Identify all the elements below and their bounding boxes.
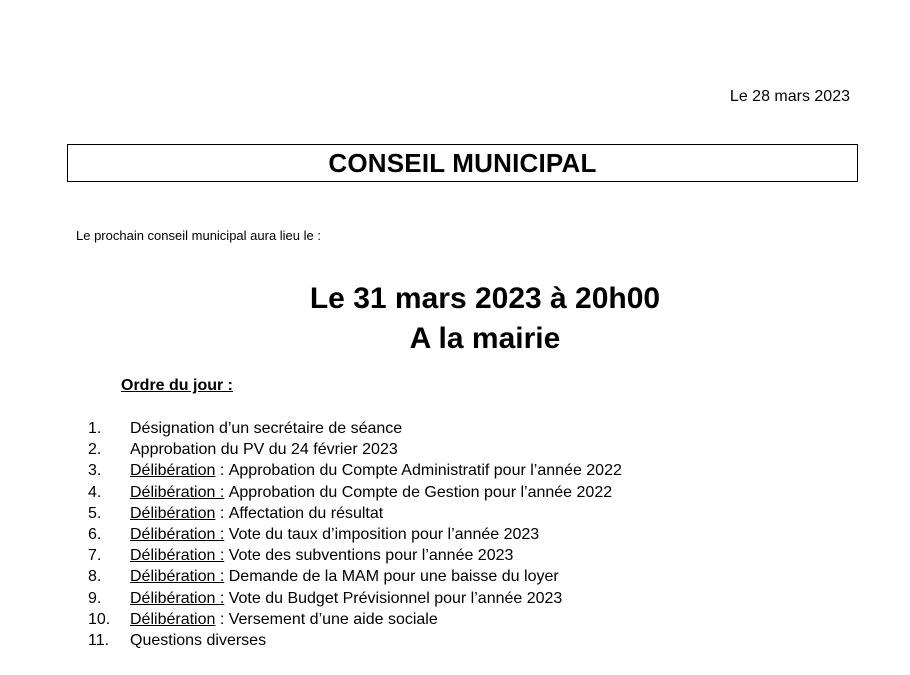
title-box bbox=[67, 144, 858, 182]
agenda-item-separator: : bbox=[215, 504, 229, 522]
agenda-item-text: Vote du Budget Prévisionnel pour l’année 2023 bbox=[228, 589, 563, 607]
agenda-item-number: 11. bbox=[88, 631, 110, 649]
agenda-item-prefix: Délibération : bbox=[130, 568, 225, 586]
agenda-item-text: Vote du taux d’imposition pour l’année 2023 bbox=[228, 525, 540, 543]
agenda-item-number: 1. bbox=[88, 420, 102, 437]
agenda-item bbox=[88, 418, 622, 439]
agenda-item bbox=[88, 588, 622, 609]
agenda-item-number: 8. bbox=[88, 568, 102, 586]
meeting-datetime: Le 31 mars 2023 à 20h00 bbox=[309, 282, 661, 315]
agenda-item bbox=[88, 439, 622, 460]
agenda-item-text: Versement d’une aide sociale bbox=[228, 610, 438, 628]
agenda-item-number: 2. bbox=[88, 441, 102, 459]
agenda-item-number: 5. bbox=[88, 504, 102, 522]
agenda-item-separator: : bbox=[215, 462, 229, 480]
agenda-item-number: 4. bbox=[88, 483, 102, 501]
agenda-item bbox=[88, 482, 622, 503]
agenda-item-prefix: Délibération bbox=[130, 504, 216, 522]
agenda-item-prefix: Délibération bbox=[130, 610, 216, 628]
agenda-item-number: 9. bbox=[88, 589, 102, 607]
agenda-item-number: 3. bbox=[88, 462, 102, 480]
agenda-item-separator: : bbox=[215, 610, 229, 628]
agenda-item-number: 7. bbox=[88, 547, 102, 565]
agenda-item-number: 6. bbox=[88, 525, 102, 543]
agenda-item bbox=[88, 630, 622, 651]
agenda-item-text: Approbation du Compte Administratif pour l’année 2022 bbox=[228, 462, 622, 480]
agenda-item-prefix: Délibération : bbox=[130, 547, 225, 565]
agenda-item bbox=[88, 545, 622, 566]
meeting-location: A la mairie bbox=[409, 322, 561, 355]
agenda-item bbox=[88, 566, 622, 587]
intro-text: Le prochain conseil municipal aura lieu le : bbox=[76, 228, 321, 243]
agenda-item-text: Approbation du PV du 24 février 2023 bbox=[130, 441, 398, 459]
agenda-item-text: Questions diverses bbox=[130, 631, 267, 649]
agenda-item-prefix: Délibération bbox=[130, 462, 216, 480]
agenda-item-text: Affectation du résultat bbox=[228, 504, 384, 522]
agenda-title: Ordre du jour : bbox=[121, 377, 233, 394]
agenda-item bbox=[88, 609, 622, 630]
agenda-item-text: Demande de la MAM pour une baisse du loyer bbox=[228, 568, 559, 586]
document-date: Le 28 mars 2023 bbox=[729, 88, 850, 105]
agenda-item-prefix: Délibération : bbox=[130, 483, 225, 501]
agenda-item-text: Vote des subventions pour l’année 2023 bbox=[228, 547, 514, 565]
agenda-item-prefix: Délibération : bbox=[130, 525, 225, 543]
document-title: CONSEIL MUNICIPAL bbox=[328, 147, 597, 178]
agenda-item-text: Désignation d’un secrétaire de séance bbox=[130, 420, 403, 437]
agenda-list bbox=[88, 418, 622, 651]
agenda-item-prefix: Délibération : bbox=[130, 589, 225, 607]
agenda-item-number: 10. bbox=[88, 610, 111, 628]
agenda-item bbox=[88, 503, 622, 524]
agenda-item bbox=[88, 460, 622, 481]
agenda-item-text: Approbation du Compte de Gestion pour l’année 2022 bbox=[228, 483, 613, 501]
agenda-item bbox=[88, 524, 622, 545]
